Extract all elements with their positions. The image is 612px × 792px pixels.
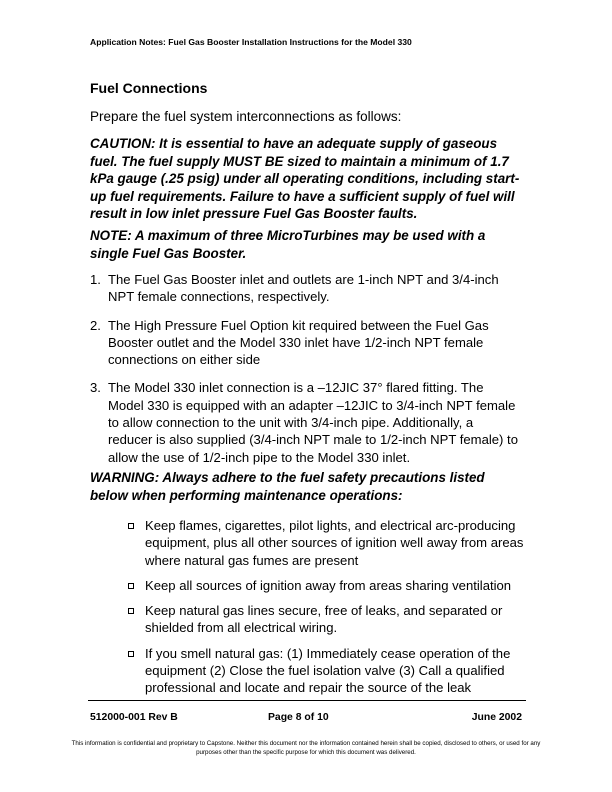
footer-divider <box>88 700 526 701</box>
item-text: The High Pressure Fuel Option kit required between the Fuel Gas Booster outlet and the Model 330 inlet have 1/2-inch NPT female connections on either side <box>108 317 489 368</box>
doc-date: June 2002 <box>471 712 522 723</box>
square-bullet-icon <box>128 583 134 589</box>
section-heading: Fuel Connections <box>90 80 208 96</box>
list-item <box>128 577 528 594</box>
item-text: The Model 330 inlet connection is a –12JIC 37° flared fitting. The Model 330 is equipped with an adapter –12JIC to 3/4-inch NPT female to allow connection to the unit with 3/4-inch pipe. Additionally, a reducer is also supplied (3/4-inch NPT male to 1/2-inch NPT female) to allow the use of 1/2-inch pipe to the Model 330 inlet. <box>108 380 518 465</box>
page-number: Page 8 of 10 <box>268 712 329 723</box>
list-item <box>90 317 520 369</box>
list-item <box>128 602 528 637</box>
item-number: 3. <box>90 380 101 396</box>
instruction-list <box>90 271 520 477</box>
list-item <box>90 379 520 465</box>
item-text: If you smell natural gas: (1) Immediately cease operation of the equipment (2) Close the fuel isolation valve (3) Call a qualified professional and locate and repair the source of the leak <box>145 645 511 696</box>
item-number: 2. <box>90 317 101 333</box>
item-text: Keep all sources of ignition away from areas sharing ventilation <box>145 577 512 593</box>
precaution-list <box>128 517 528 705</box>
intro-paragraph: Prepare the fuel system interconnections as follows: <box>90 109 402 124</box>
list-item <box>90 271 520 306</box>
item-text: Keep natural gas lines secure, free of leaks, and separated or shielded from all electrical wiring. <box>145 603 503 636</box>
item-text: Keep flames, cigarettes, pilot lights, and electrical arc-producing equipment, plus all other sources of ignition well away from areas where natural gas fumes are present <box>145 518 524 568</box>
square-bullet-icon <box>128 608 134 614</box>
caution-paragraph: CAUTION: It is essential to have an adequate supply of gaseous fuel. The fuel supply MUST BE sized to maintain a minimum of 1.7 kPa gauge (.25 psig) under all operating conditions, including start-up fuel requirements. Failure to have a sufficient supply of fuel will result in low inlet pressure Fuel Gas Booster faults. <box>90 136 520 221</box>
list-item <box>128 517 528 569</box>
warning-paragraph: WARNING: Always adhere to the fuel safety precautions listed below when performing maintenance operations: <box>90 470 485 503</box>
square-bullet-icon <box>128 523 134 529</box>
running-header: Application Notes: Fuel Gas Booster Installation Instructions for the Model 330 <box>90 37 412 47</box>
doc-number: 512000-001 Rev B <box>90 712 178 723</box>
confidentiality-notice: This information is confidential and proprietary to Capstone. Neither this document nor the information contained herein shall be copied, disclosed to others, or used for any purposes other than the specific purpose for which this document was delivered. <box>71 740 541 756</box>
square-bullet-icon <box>128 651 134 657</box>
list-item <box>128 645 528 697</box>
item-text: The Fuel Gas Booster inlet and outlets are 1-inch NPT and 3/4-inch NPT female connections, respectively. <box>108 272 499 305</box>
note-paragraph: NOTE: A maximum of three MicroTurbines may be used with a single Fuel Gas Booster. <box>90 228 486 261</box>
item-number: 1. <box>90 272 101 287</box>
